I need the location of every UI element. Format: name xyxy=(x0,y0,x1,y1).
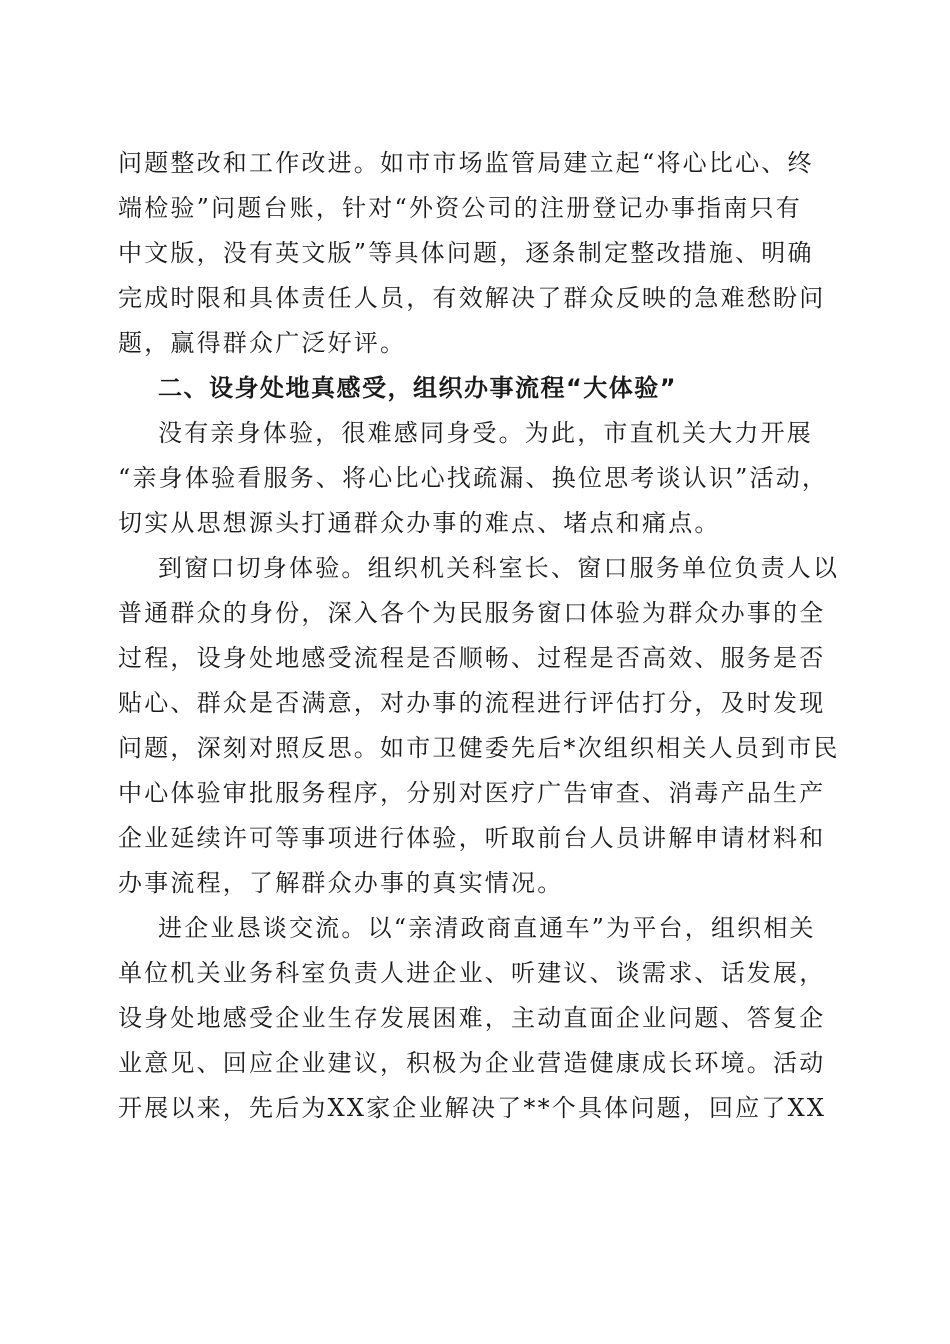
body-line: 开展以来，先后为XX家企业解决了**个具体问题，回应了XX xyxy=(118,1094,827,1122)
paragraph-first-line: 到窗口切身体验。组织机关科室长、窗口服务单位负责人以 xyxy=(158,554,840,582)
body-line: 过程，设身处地感受流程是否顺畅、过程是否高效、服务是否 xyxy=(118,644,826,672)
body-line: 题，赢得群众广泛好评。 xyxy=(118,329,407,357)
body-line: 单位机关业务科室负责人进企业、听建议、谈需求、话发展， xyxy=(118,959,826,987)
body-line: 中文版，没有英文版”等具体问题，逐条制定整改措施、明确 xyxy=(118,239,814,267)
body-line: 设身处地感受企业生存发展困难，主动直面企业问题、答复企 xyxy=(118,1004,826,1032)
section-heading: 二、设身处地真感受，组织办事流程“大体验” xyxy=(158,374,678,402)
body-line: 中心体验审批服务程序，分别对医疗广告审查、消毒产品生产 xyxy=(118,779,826,807)
body-line: 切实从思想源头打通群众办事的难点、堵点和痛点。 xyxy=(118,509,721,537)
body-line: 企业延续许可等事项进行体验，听取前台人员讲解申请材料和 xyxy=(118,824,826,852)
paragraph-first-line: 进企业恳谈交流。以“亲清政商直通车”为平台，组织相关 xyxy=(158,914,816,942)
body-line: 完成时限和具体责任人员，有效解决了群众反映的急难愁盼问 xyxy=(118,284,826,312)
body-line: 业意见、回应企业建议，积极为企业营造健康成长环境。活动 xyxy=(118,1049,826,1077)
body-line: 办事流程，了解群众办事的真实情况。 xyxy=(118,869,564,897)
body-line: 普通群众的身份，深入各个为民服务窗口体验为群众办事的全 xyxy=(118,599,826,627)
document-body xyxy=(118,141,840,1131)
body-line: 端检验”问题台账，针对“外资公司的注册登记办事指南只有 xyxy=(118,194,802,222)
body-line: 问题整改和工作改进。如市市场监管局建立起“将心比心、终 xyxy=(118,149,814,177)
paragraph-first-line: 没有亲身体验，很难感同身受。为此，市直机关大力开展 xyxy=(158,419,813,447)
body-line: 贴心、群众是否满意，对办事的流程进行评估打分，及时发现 xyxy=(118,689,826,717)
body-line: 问题，深刻对照反思。如市卫健委先后*次组织相关人员到市民 xyxy=(118,734,840,762)
body-line: “亲身体验看服务、将心比心找疏漏、换位思考谈认识”活动， xyxy=(118,464,829,492)
